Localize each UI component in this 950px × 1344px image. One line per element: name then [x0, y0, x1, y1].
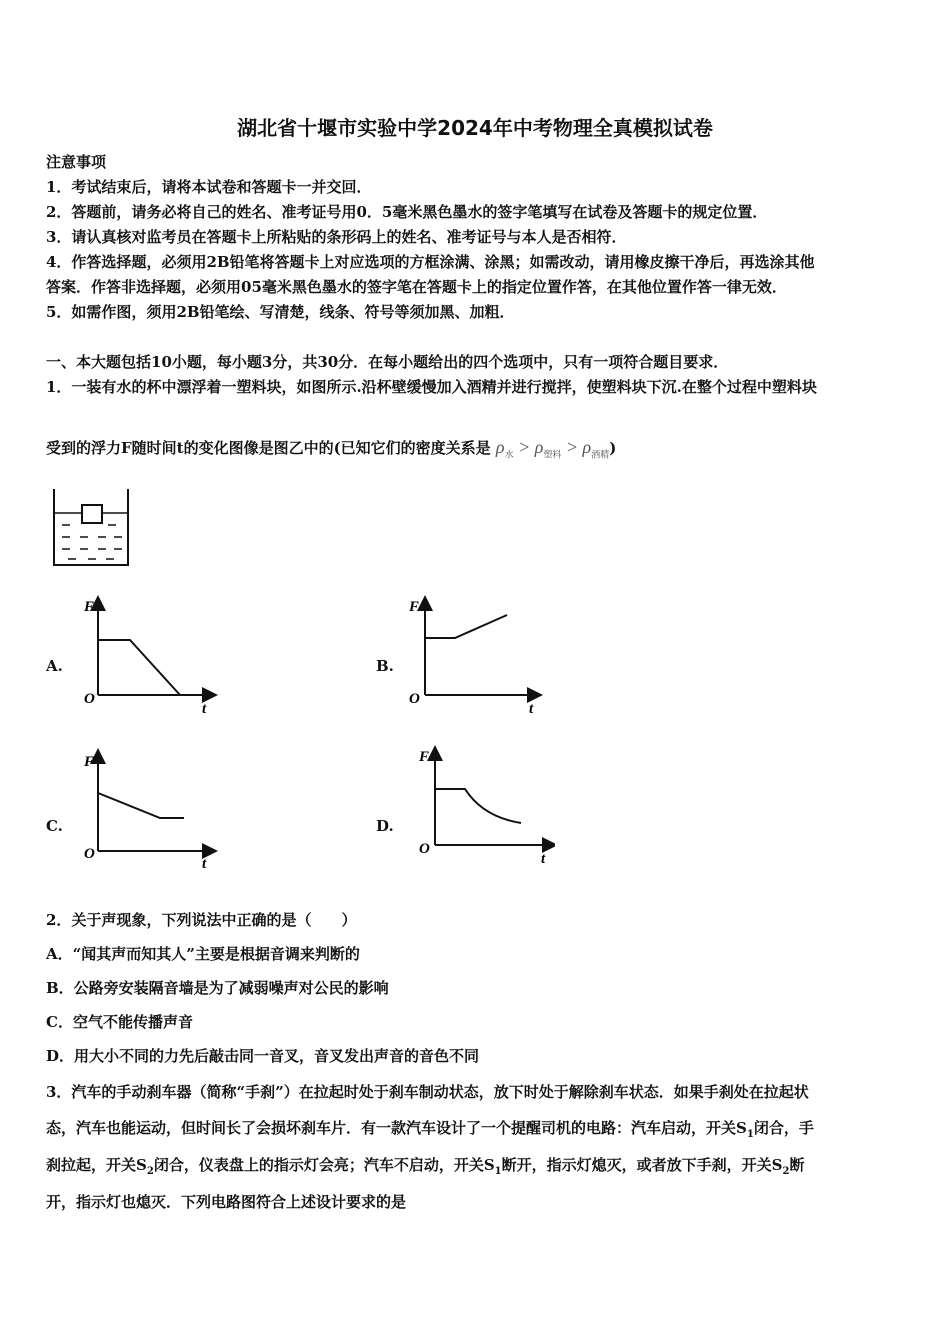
q3-text: 态，汽车也能运动，但时间长了会损坏刹车片．有一款汽车设计了一个提醒司机的电路：汽车启动，开关$S_1$闭合，手 — [46, 1119, 814, 1140]
option-a-label: A. — [46, 657, 63, 675]
page-title: 湖北省十堰市实验中学2024年中考物理全真模拟试卷 — [237, 116, 713, 140]
svg-text:t: t — [541, 851, 546, 867]
svg-text:t: t — [529, 701, 534, 717]
notice-item: 4．作答选择题，必须用2B铅笔将答题卡上对应选项的方框涂满、涂黑；如需改动，请用橡皮擦干净后，再选涂其他 — [46, 253, 815, 271]
svg-text:O: O — [84, 846, 95, 862]
q1-text: 1．一装有水的杯中漂浮着一塑料块，如图所示.沿杯壁缓慢加入酒精并进行搅拌，使塑料块下沉.在整个过程中塑料块 — [46, 378, 817, 396]
notice-item: 3．请认真核对监考员在答题卡上所粘贴的条形码上的姓名、准考证号与本人是否相符． — [46, 228, 627, 246]
q2-option-c: C．空气不能传播声音 — [46, 1013, 193, 1031]
svg-text:F: F — [84, 754, 95, 770]
svg-text:O: O — [409, 691, 420, 707]
q2-stem: 2．关于声现象，下列说法中正确的是（ ） — [46, 911, 357, 929]
origin: O — [84, 691, 95, 707]
notice-item: 5．如需作图，须用2B铅笔绘、写清楚，线条、符号等须加黑、加粗． — [46, 303, 515, 321]
density-relation: $\rho_水 > \rho_{塑料} > \rho_{酒精}$ — [495, 437, 610, 460]
svg-text:O: O — [419, 841, 430, 857]
graph-d[interactable] — [415, 745, 555, 870]
svg-text:F: F — [419, 749, 430, 765]
option-b-label: B. — [376, 657, 394, 675]
notice-item: 1．考试结束后，请将本试卷和答题卡一并交回． — [46, 178, 372, 196]
option-c-label: C. — [46, 817, 63, 835]
q3-text: 刹拉起，开关$S_2$闭合，仪表盘上的指示灯会亮；汽车不启动，开关$S_1$断开，指示灯熄灭，或者放下手刹，开关$S_2$断 — [46, 1156, 805, 1177]
notice-heading: 注意事项 — [46, 153, 107, 171]
graph-b[interactable] — [405, 595, 545, 720]
q2-option-d: D．用大小不同的力先后敲击同一音叉，音叉发出声音的音色不同 — [46, 1047, 480, 1065]
notice-item: 答案．作答非选择题，必须用05毫米黑色墨水的签字笔在答题卡上的指定位置作答，在其他位置作答一律无效． — [46, 278, 787, 296]
q1-line2: 受到的浮力F随时间t的变化图像是图乙中的(已知它们的密度关系是 — [46, 439, 491, 457]
svg-text:t: t — [202, 856, 207, 872]
q2-option-a: A．“闻其声而知其人”主要是根据音调来判断的 — [46, 945, 360, 963]
q3-text: 开，指示灯也熄灭．下列电路图符合上述设计要求的是 — [46, 1193, 407, 1211]
svg-text:F: F — [409, 599, 420, 615]
section-heading: 一、本大题包括10小题，每小题3分，共30分．在每小题给出的四个选项中，只有一项符合题目要求． — [46, 353, 729, 371]
axis-t: t — [202, 701, 207, 717]
graph-c[interactable] — [80, 748, 220, 873]
beaker-figure — [48, 485, 138, 575]
q2-option-b: B．公路旁安装隔音墙是为了减弱噪声对公民的影响 — [46, 979, 389, 997]
option-d-label: D. — [376, 817, 394, 835]
graph-a[interactable] — [80, 595, 220, 720]
notice-item: 2．答题前，请务必将自己的姓名、准考证号用0．5毫米黑色墨水的签字笔填写在试卷及答题卡的规定位置． — [46, 203, 768, 221]
q1-text: 受到的浮力F随时间t的变化图像是图乙中的(已知它们的密度关系是 $\rho_水 > \rho_{塑料} > \rho_{酒精}$) — [46, 437, 617, 460]
axis-f: F — [84, 599, 95, 615]
q3-text: 3．汽车的手动刹车器（简称“手刹”）在拉起时处于刹车制动状态，放下时处于解除刹车状态．如果手刹处在拉起状 — [46, 1083, 809, 1101]
